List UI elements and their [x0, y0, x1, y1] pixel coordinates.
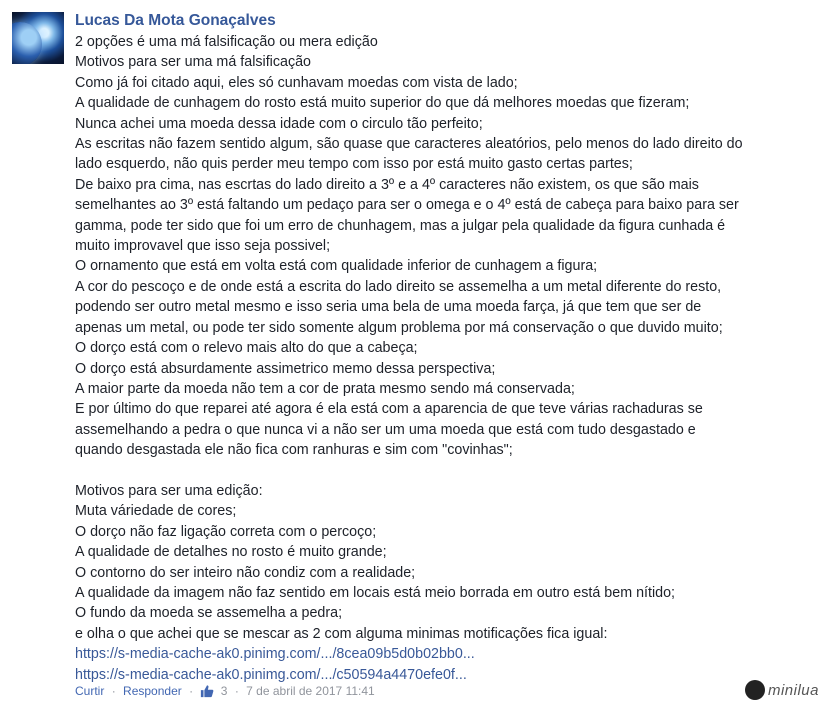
comment-line: e olha o que achei que se mescar as 2 com alguma minimas motificações fica igual: [75, 625, 608, 642]
image-link[interactable]: https://s-media-cache-ak0.pinimg.com/.../c50594a4470efe0f... [75, 666, 467, 683]
comment-line: Muta váriedade de cores; [75, 503, 237, 520]
comment-line: O dorço está absurdamente assimetrico memo dessa perspectiva; [75, 360, 496, 377]
link-row [75, 644, 815, 664]
comment-line: muito improvavel que isso seja possivel; [75, 238, 331, 255]
comment-line: O ornamento que está em volta está com qualidade inferior de cunhagem a figura; [75, 258, 598, 275]
comment-line: A qualidade de detalhes no rosto é muito grande; [75, 544, 387, 561]
comment-body [75, 32, 815, 685]
comment-line: gamma, pode ter sido que foi um erro de chunhagem, mas a julgar pela qualidade da figura cunhada é [75, 217, 726, 234]
comment-line: As escritas não fazem sentido algum, são quase que caracteres aleatórios, pelo menos do lado direito do [75, 136, 743, 153]
comment-line: Nunca achei uma moeda dessa idade com o circulo tão perfeito; [75, 115, 483, 132]
comment-line: Como já foi citado aqui, eles só cunhavam moedas com vista de lado; [75, 74, 518, 91]
thumbs-up-icon[interactable] [200, 684, 214, 702]
watermark [745, 680, 819, 700]
comment-line: O dorço está com o relevo mais alto do que a cabeça; [75, 340, 418, 357]
comment-line: O dorço não faz ligação correta com o percoço; [75, 523, 377, 540]
comment-line: A cor do pescoço e de onde está a escrita do lado direito se assemelha a um metal diferente do resto, [75, 278, 722, 295]
comment-line: O fundo da moeda se assemelha a pedra; [75, 605, 343, 622]
watermark-text: minilua [767, 681, 819, 699]
comment-line: assemelhando a pedra o que nunca vi a não ser um uma moeda que está com tudo desgastado e [75, 421, 696, 438]
comment-timestamp[interactable]: 7 de abril de 2017 11:41 [246, 684, 375, 698]
separator: · [234, 684, 239, 698]
comment-line: quando desgastada ele não fica com ranhuras e sim com "covinhas"; [75, 442, 513, 459]
comment-line: De baixo pra cima, nas escrtas do lado direito a 3º e a 4º caracteres não existem, os que são mais [75, 176, 699, 193]
comment-line: apenas um metal, ou pode ter sido somente algum problema por má conservação o que duvido muito; [75, 319, 723, 336]
comment-line: semelhantes ao 3º está faltando um pedaço para ser o omega e o 4º está de cabeça para baixo para ser [75, 197, 739, 214]
comment-footer [75, 683, 375, 702]
comment-line: podendo ser outro metal mesmo e isso seria uma bela de uma moeda farça, já que tem que ser de [75, 299, 702, 316]
comment-line: A qualidade de cunhagem do rosto está muito superior do que dá melhores moedas que fizeram; [75, 95, 690, 112]
separator: · [111, 684, 116, 698]
comment-line: A maior parte da moeda não tem a cor de prata mesmo sendo má conservada; [75, 380, 575, 397]
comment-line: 2 opções é uma má falsificação ou mera edição [75, 34, 378, 50]
image-link[interactable]: https://s-media-cache-ak0.pinimg.com/.../8cea09b5d0b02bb0... [75, 646, 475, 663]
comment-line: E por último do que reparei até agora é ela está com a aparencia de que teve várias rachaduras se [75, 401, 703, 418]
separator: · [189, 684, 194, 698]
minilua-logo-icon [745, 680, 765, 700]
like-button[interactable]: Curtir [75, 684, 105, 698]
avatar[interactable] [12, 12, 64, 64]
link-row [75, 665, 815, 685]
comment-line: A qualidade da imagem não faz sentido em locais está meio borrada em outro está bem nítido; [75, 584, 676, 601]
avatar-planet-image [12, 22, 42, 64]
comment-line: Motivos para ser uma má falsificação [75, 54, 311, 71]
comment [75, 8, 815, 685]
comment-line: O contorno do ser inteiro não condiz com a realidade; [75, 564, 416, 581]
comment-line: Motivos para ser uma edição: [75, 482, 263, 499]
like-count: 3 [220, 684, 228, 698]
comment-author[interactable]: Lucas Da Mota Gonaçalves [75, 12, 276, 29]
blank-line [75, 461, 815, 481]
comment-line: lado esquerdo, não quis perder meu tempo com isso por está muito gasto certas partes; [75, 156, 633, 173]
reply-button[interactable]: Responder [123, 684, 182, 698]
